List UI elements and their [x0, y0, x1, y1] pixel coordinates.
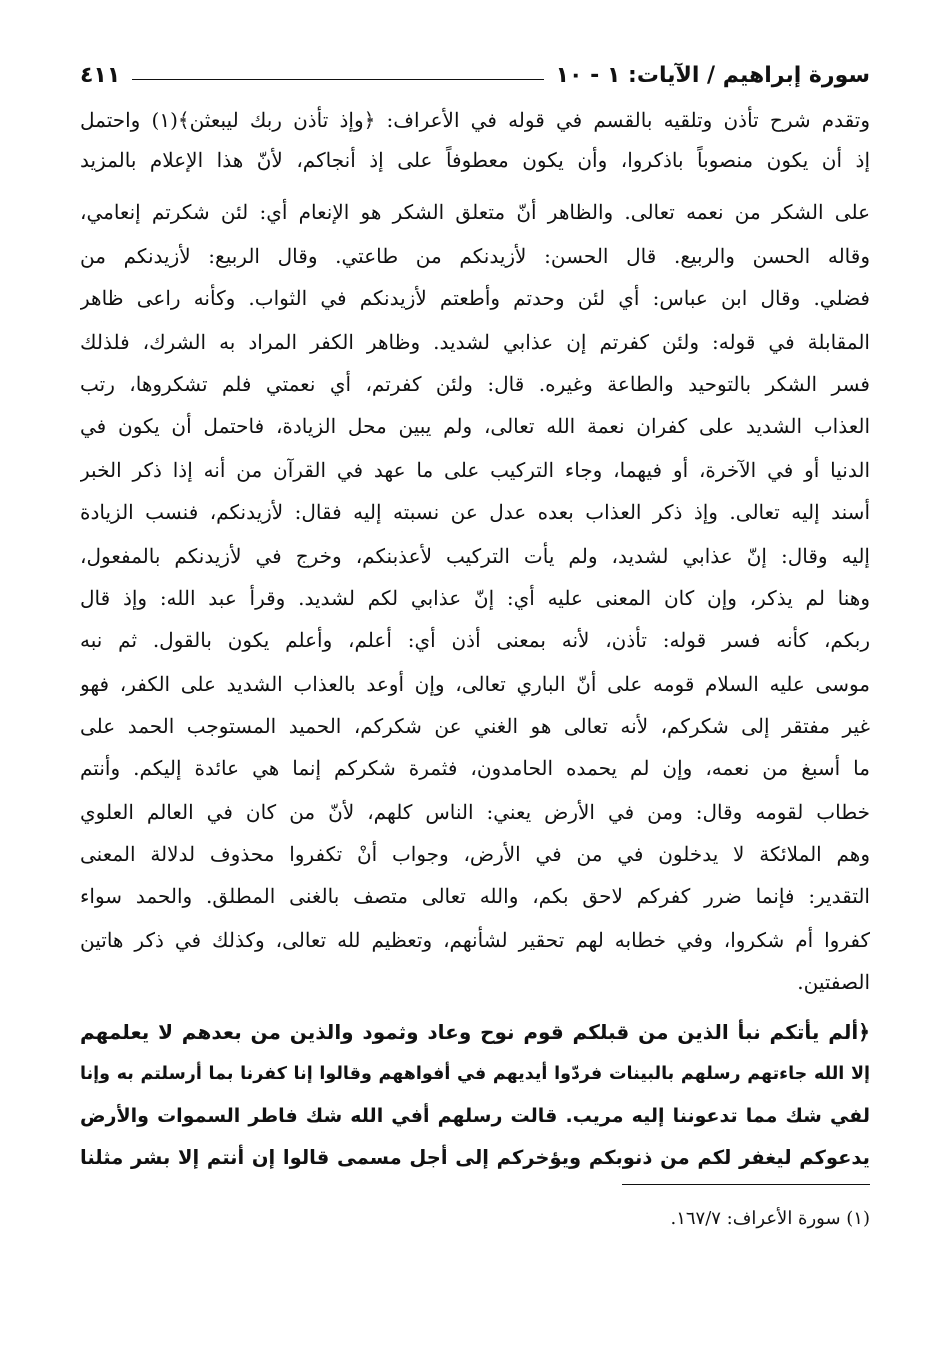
commentary-line: الصفتين. [797, 970, 870, 994]
verse-line: لفي شك مما تدعوننا إليه مريب. قالت رسلهم أفي الله شك فاطر السموات والأرض [80, 1105, 870, 1127]
commentary-line: موسى عليه السلام قومه على أنّ الباري تعالى، وإن أوعد بالعذاب الشديد على الكفر، فهو [80, 672, 870, 696]
commentary-line: فضلي. وقال ابن عباس: أي لئن وحدتم وأطعتم لأزيدنكم في الثواب. وكأنه راعى ظاهر [80, 286, 870, 310]
verse-line: يدعوكم ليغفر لكم من ذنوبكم ويؤخركم إلى أجل مسمى قالوا إن أنتم إلا بشر مثلنا [80, 1146, 870, 1169]
commentary-line: العذاب الشديد على كفران نعمة الله تعالى، ولم يبين محل الزيادة، فاحتمل أن يكون في [80, 414, 870, 438]
page-number: ٤١١ [80, 62, 121, 88]
verse-line: إلا الله جاءتهم رسلهم بالبينات فردّوا أيديهم في أفواههم وقالوا إنا كفرنا بما أرسلتم به وإنا [80, 1064, 870, 1084]
commentary-line: كفروا أم شكروا، وفي خطابه لهم تحقير لشأنهم، وتعظيم لله تعالى، وكذلك في ذكر هاتين [80, 928, 870, 952]
commentary-line: المقابلة في قوله: ولئن كفرتم إن عذابي لشديد. وظاهر الكفر المراد به الشرك، فلذلك [80, 330, 870, 354]
footnote-rule [622, 1184, 870, 1185]
verse-line: ﴿ألم يأتكم نبأ الذين من قبلكم قوم نوح وعاد وثمود والذين من بعدهم لا يعلمهم [80, 1020, 870, 1044]
commentary-line: ما أسبغ من نعمه، وإن لم يحمده الحامدون، فثمرة شكركم إنما هي عائدة إليكم. وأنتم [80, 756, 870, 780]
commentary-line: وهم الملائكة لا يدخلون في من في الأرض، وجواب أنْ تكفروا محذوف لدلالة المعنى [80, 842, 870, 866]
header-rule [132, 79, 543, 80]
commentary-line: أسند إليه تعالى. وإذ ذكر العذاب بعده عدل عن نسبته إليه فقال: لأزيدنكم، فنسب الزيادة [80, 500, 870, 524]
commentary-line: وتقدم شرح تأذن وتلقيه بالقسم في قوله في الأعراف: ﴿وإذ تأذن ربك ليبعثن﴾(١) واحتمل [80, 108, 870, 132]
commentary-line: ربكم، كأنه فسر قوله: تأذن، لأنه بمعنى أذن أي: أعلم، وأعلم يكون بالقول. ثم نبه [80, 628, 870, 652]
commentary-line: التقدير: فإنما ضرر كفركم لاحق بكم، والله تعالى متصف بالغنى المطلق. والحمد سواء [80, 884, 870, 908]
surah-title: سورة إبراهيم / الآيات: ١ - ١٠ [555, 62, 870, 88]
commentary-line: إليه وقال: إنّ عذابي لشديد، ولم يأت التركيب لأعذبنكم، وخرج في لأزيدنكم بالمفعول، [80, 544, 870, 568]
commentary-line: وقاله الحسن والربيع. قال الحسن: لأزيدنكم من طاعتي. وقال الربيع: لأزيدنكم من [80, 244, 870, 268]
footnote: (١) سورة الأعراف: ١٦٧/٧. [670, 1208, 870, 1229]
commentary-line: غير مفتقر إلى شكركم، لأنه تعالى هو الغني عن شكركم، الحميد المستوجب الحمد على [80, 714, 870, 738]
commentary-line: وهنا لم يذكر، وإن كان المعنى عليه أي: إنّ عذابي لكم لشديد. وقرأ عبد الله: وإذ قال [80, 586, 870, 610]
commentary-line: إذ أن يكون منصوباً باذكروا، وأن يكون معطوفاً على إذ أنجاكم، لأنّ هذا الإعلام بالمزيد [80, 148, 870, 172]
commentary-line: خطاب لقومه وقال: ومن في الأرض يعني: الناس كلهم، لأنّ من كان في العالم العلوي [80, 800, 870, 824]
commentary-line: الدنيا أو في الآخرة، أو فيهما، وجاء التركيب على ما عهد في القرآن من أنه إذا ذكر الخبر [80, 458, 870, 482]
running-header [80, 58, 870, 92]
commentary-line: على الشكر من نعمه تعالى. والظاهر أنّ متعلق الشكر هو الإنعام أي: لئن شكرتم إنعامي، [80, 200, 870, 224]
commentary-line: فسر الشكر بالتوحيد والطاعة وغيره. قال: ولئن كفرتم، أي نعمتي فلم تشكروها، رتب [80, 372, 870, 396]
